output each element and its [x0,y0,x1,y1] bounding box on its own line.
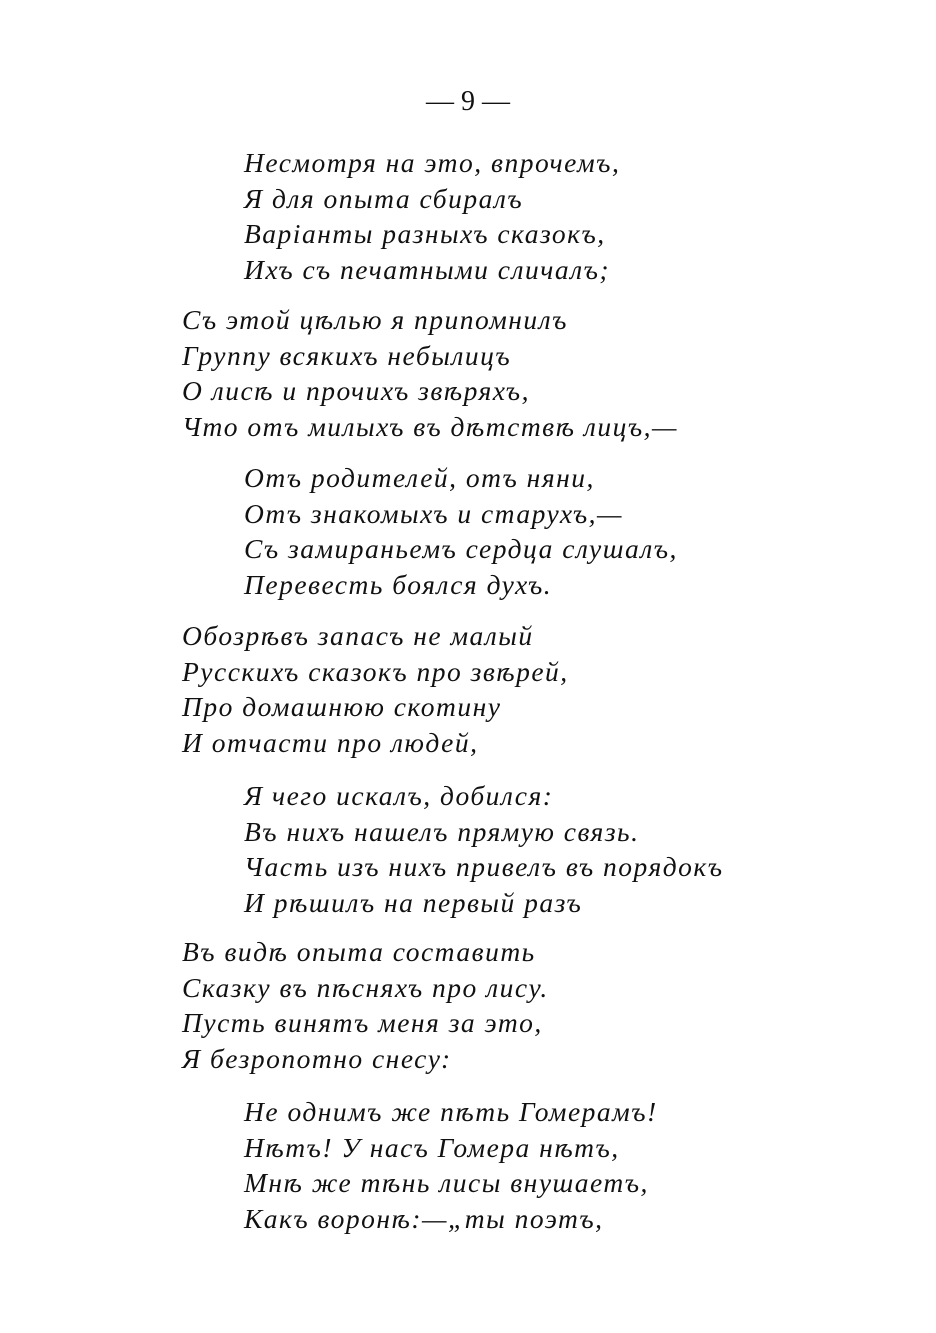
verse-line: Какъ воронѣ:—„ты поэтъ, [244,1202,604,1234]
verse-line: Ихъ съ печатными сличалъ; [244,253,611,285]
verse-line: Сказку въ пѣсняхъ про лису. [182,971,549,1003]
stanza [182,934,549,1076]
verse-line: Часть изъ нихъ привелъ въ порядокъ [244,851,724,882]
verse-line: Про домашнюю скотину [182,691,502,722]
verse-line: Группу всякихъ небылицъ [182,339,512,371]
verse-line: Я чего искалъ, добился: [244,780,554,811]
verse-line: Въ нихъ нашелъ прямую связь. [244,815,640,847]
stanza [244,1094,658,1236]
stanza [182,618,569,760]
verse-line: И рѣшилъ на первый разъ [244,886,583,918]
verse-line: Мнѣ же тѣнь лисы внушаетъ, [244,1167,649,1198]
verse-line: О лисѣ и прочихъ звѣряхъ, [182,375,530,406]
stanza [244,778,724,920]
verse-line: Пусть винятъ меня за это, [182,1007,543,1038]
verse-line: Обозрѣвъ запасъ не малый [182,620,534,651]
verse-line: Русскихъ сказокъ про звѣрей, [182,655,569,687]
stanza [244,460,678,602]
verse-line: Въ видѣ опыта составить [182,936,536,967]
verse-line: Я безропотно снесу: [182,1042,452,1074]
verse-line: Перевесть боялся духъ. [244,568,553,600]
verse-line: Я для опыта сбиралъ [244,182,524,214]
verse-line: Нѣтъ! У насъ Гомера нѣтъ, [244,1131,620,1163]
verse-line: Отъ родителей, отъ няни, [244,462,595,493]
verse-line: Съ замираньемъ сердца слушалъ, [244,533,678,564]
stanza [244,145,620,287]
verse-line: Отъ знакомыхъ и старухъ,— [244,497,623,529]
page-number: — 9 — [426,86,510,117]
stanza [182,302,678,444]
verse-line: Съ этой цѣлью я припомнилъ [182,304,568,335]
verse-line: Варіанты разныхъ сказокъ, [244,218,606,249]
verse-line: Что отъ милыхъ въ дѣтствѣ лицъ,— [182,410,678,442]
verse-line: И отчасти про людей, [182,726,479,758]
verse-line: Несмотря на это, впрочемъ, [244,147,621,178]
verse-line: Не однимъ же пѣть Гомерамъ! [244,1096,658,1127]
